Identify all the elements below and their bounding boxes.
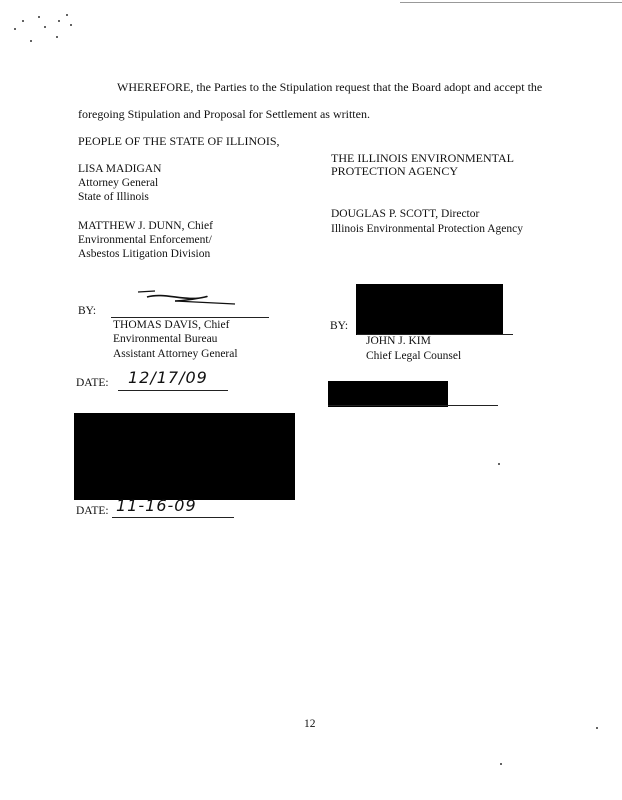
ag-title: Attorney General (78, 177, 159, 189)
party-heading: PEOPLE OF THE STATE OF ILLINOIS, (78, 134, 280, 148)
director-agency: Illinois Environmental Protection Agency (331, 223, 523, 235)
left-date-2-line (112, 517, 234, 518)
agency-line-1: THE ILLINOIS ENVIRONMENTAL (331, 151, 515, 165)
left-date-2-value: 11-16-09 (116, 496, 197, 515)
intro-line-1: WHEREFORE, the Parties to the Stipulation request that the Board adopt and accept the (117, 80, 543, 94)
left-by-label: BY: (78, 305, 97, 317)
signer-bureau: Environmental Bureau (113, 333, 218, 345)
scan-edge-line (400, 2, 622, 3)
right-date-line (328, 405, 498, 406)
chief-dept-line-1: Environmental Enforcement/ (78, 234, 212, 246)
page-number: 12 (304, 718, 316, 730)
agency-line-2: PROTECTION AGENCY (331, 164, 459, 178)
signer-title: Assistant Attorney General (113, 348, 238, 360)
left-date-2-label: DATE: (76, 505, 109, 517)
signer-name: THOMAS DAVIS, Chief (113, 319, 230, 331)
intro-line-2: foregoing Stipulation and Proposal for Settlement as written. (78, 107, 370, 121)
redaction-block-left (74, 413, 295, 500)
ag-name: LISA MADIGAN (78, 163, 162, 175)
counsel-name: JOHN J. KIM (366, 335, 431, 347)
ag-state: State of Illinois (78, 191, 149, 203)
counsel-title: Chief Legal Counsel (366, 350, 462, 362)
left-signature-line (111, 317, 269, 318)
scan-speck (596, 727, 598, 729)
chief-name: MATTHEW J. DUNN, Chief (78, 220, 213, 232)
right-by-label: BY: (330, 320, 349, 332)
chief-dept-line-2: Asbestos Litigation Division (78, 248, 211, 260)
left-date-value: 12/17/09 (128, 368, 208, 387)
scan-speck (498, 463, 500, 465)
scan-speck (500, 763, 502, 765)
left-date-line (118, 390, 228, 391)
director-name: DOUGLAS P. SCOTT, Director (331, 208, 480, 220)
left-date-label: DATE: (76, 377, 109, 389)
redaction-block-date (328, 381, 448, 407)
signature-mark (135, 288, 240, 310)
redaction-block-signature (356, 284, 503, 335)
